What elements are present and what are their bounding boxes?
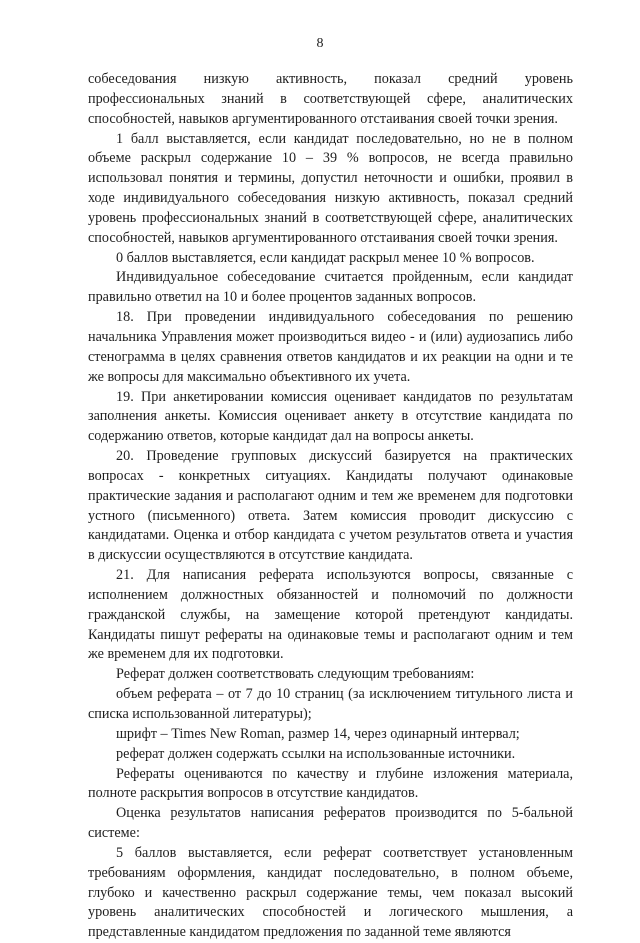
- paragraph-interview-passed: Индивидуальное собеседование считается пройденным, если кандидат правильно ответил на 10 и более процентов заданных вопросов.: [88, 269, 573, 306]
- paragraph-essay-requirements: Реферат должен соответствовать следующим требованиям:: [116, 666, 475, 683]
- paragraph-essay-score-5: 5 баллов выставляется, если реферат соответствует установленным требованиям оформления, кандидат последовательно, в полном объеме, глубоко и качественно раскрыл содержание темы, чем показал высокий уровень аналитических способностей и логического мышления, а представленные кандидатом предложения по заданной теме являются: [88, 844, 573, 941]
- paragraph-score-0: 0 баллов выставляется, если кандидат раскрыл менее 10 % вопросов.: [116, 249, 535, 266]
- paragraph-essay-volume: объем реферата – от 7 до 10 страниц (за исключением титульного листа и списка использованной литературы);: [88, 686, 573, 722]
- page-number: 8: [316, 36, 324, 51]
- paragraph-essay-references: реферат должен содержать ссылки на использованные источники.: [116, 745, 516, 762]
- paragraph-essay-evaluation: Рефераты оцениваются по качеству и глубине изложения материала, полноте раскрытия вопросов в отсутствие кандидатов.: [88, 765, 573, 802]
- paragraph-essay-scale: Оценка результатов написания рефератов производится по 5-бальной системе:: [88, 805, 573, 842]
- paragraph-item-21: 21. Для написания реферата используются вопросы, связанные с исполнением должностных обязанностей и полномочий по должности гражданской службы, на замещение которой претендуют кандидаты. Кандидаты пишут рефераты на одинаковые темы и располагают одним и тем же временем для их подготовки.: [88, 567, 573, 663]
- paragraph-score-1: 1 балл выставляется, если кандидат последовательно, но не в полном объеме раскрыл содержание 10 – 39 % вопросов, не всегда правильно использовал понятия и термины, допустил неточности и ошибки, проявил в ходе индивидуального собеседования низкую активность, показал средний уровень профессиональных знаний в соответствующей сфере, аналитических способностей, навыков аргументированного отстаивания своей точки зрения.: [88, 130, 573, 246]
- paragraph-item-20: 20. Проведение групповых дискуссий базируется на практических вопросах - конкретных ситуациях. Кандидаты получают одинаковые практические задания и располагают одним и тем же временем для подготовки устного (письменного) ответа. Затем комиссия проводит дискуссию с кандидатами. Оценка и отбор кандидата с учетом результатов ответа и участия в дискуссии осуществляются в отсутствие кандидата.: [88, 448, 573, 564]
- paragraph-continuation: собеседования низкую активность, показал средний уровень профессиональных знаний в соответствующей сфере, аналитических способностей, навыков аргументированного отстаивания своей точки зрения.: [88, 71, 573, 127]
- paragraph-item-18: 18. При проведении индивидуального собеседования по решению начальника Управления может производиться видео - и (или) аудиозапись либо стенограмма в целях сравнения ответов кандидатов и их реакции на одни и те же вопросы для максимально объективного их учета.: [88, 309, 573, 385]
- paragraph-item-19: 19. При анкетировании комиссия оценивает кандидатов по результатам заполнения анкеты. Комиссия оценивает анкету в отсутствие кандидата по содержанию ответов, которые кандидат дал на вопросы анкеты.: [88, 388, 573, 445]
- paragraph-essay-font: шрифт – Times New Roman, размер 14, через одинарный интервал;: [116, 725, 520, 742]
- document-body: [88, 70, 573, 943]
